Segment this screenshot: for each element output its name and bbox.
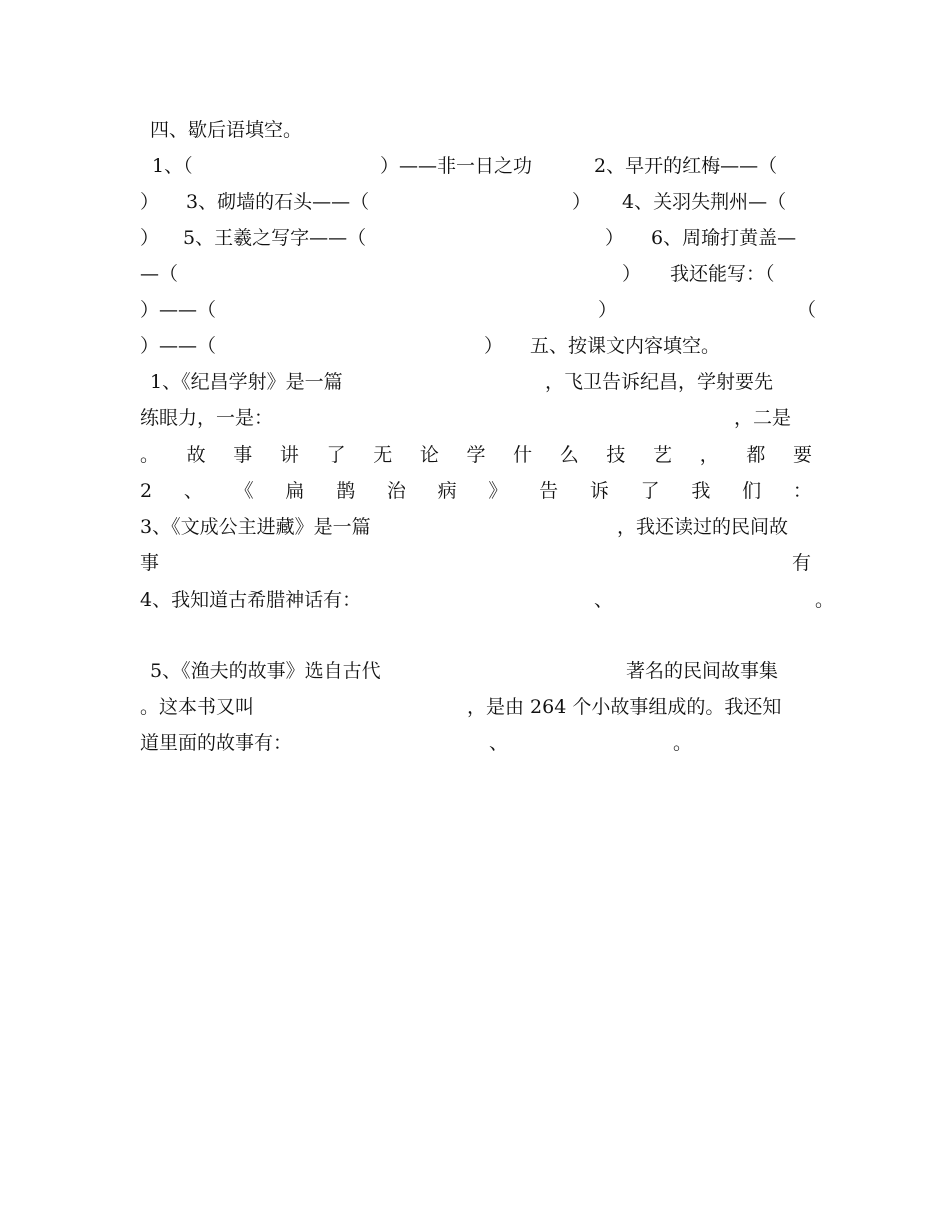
q3-line2-end: 有	[792, 552, 812, 574]
idiom-4-start: 4、关羽失荆州—（	[622, 191, 787, 213]
q5-start: 5、《渔夫的故事》选自古代	[150, 660, 381, 682]
idiom-1-start: 1、（	[152, 155, 193, 177]
q5-line2-end: ，是由 264 个小故事组成的。我还知	[467, 696, 782, 718]
idiom-1-end: ）——非一日之功	[380, 155, 533, 177]
q5-mid: 著名的民间故事集	[626, 660, 779, 682]
extra-idiom-label: 我还能写：（	[670, 263, 775, 285]
q4-start: 4、我知道古希腊神话有：	[140, 589, 362, 611]
q1-line2: 练眼力，一是：	[140, 407, 274, 429]
section4-title: 四、歇后语填空。	[150, 119, 303, 141]
idiom-4-end: ）	[140, 227, 160, 249]
q3-mid: ，我还读过的民间故	[617, 516, 789, 538]
idiom-2-start: 2、早开的红梅——（	[594, 155, 778, 177]
q1-line3: 。 故 事 讲 了 无 论 学 什 么 技 艺 ， 都 要	[140, 444, 812, 466]
q5-line2-start: 。这本书又叫	[140, 696, 255, 718]
q1-line2-end: ，二是	[734, 407, 792, 429]
extra-idiom-2-start: （	[797, 299, 817, 321]
q5-end: 。	[673, 732, 693, 754]
idiom-3-start: 3、砌墙的石头——（	[186, 191, 370, 213]
q5-separator: 、	[489, 732, 509, 754]
idiom-6-mid: —（	[140, 263, 179, 285]
q4-end: 。	[815, 589, 835, 611]
q3-start: 3、《文成公主进藏》是一篇	[140, 516, 371, 538]
idiom-6-end: ）	[622, 263, 642, 285]
q4-separator: 、	[594, 589, 614, 611]
extra-idiom-2-end: ）	[484, 335, 504, 357]
extra-idiom-2: ）——（	[140, 335, 217, 357]
q3-line2-start: 事	[140, 552, 160, 574]
q5-line3-start: 道里面的故事有：	[140, 732, 293, 754]
idiom-5-end: ）	[605, 227, 625, 249]
q2-line: 2 、 《 扁 鹊 治 病 》 告 诉 了 我 们 ：	[140, 480, 812, 502]
extra-idiom-1: ）——（	[140, 299, 217, 321]
section5-title: 五、按课文内容填空。	[530, 335, 721, 357]
extra-idiom-1-end: ）	[598, 299, 618, 321]
q1-mid: ，飞卫告诉纪昌，学射要先	[545, 371, 774, 393]
idiom-3-end: ）	[572, 191, 592, 213]
q1-start: 1、《纪昌学射》是一篇	[150, 371, 343, 393]
idiom-2-end: ）	[140, 191, 160, 213]
idiom-5-start: 5、王羲之写字——（	[183, 227, 367, 249]
idiom-6-start: 6、周瑜打黄盖—	[651, 227, 797, 249]
